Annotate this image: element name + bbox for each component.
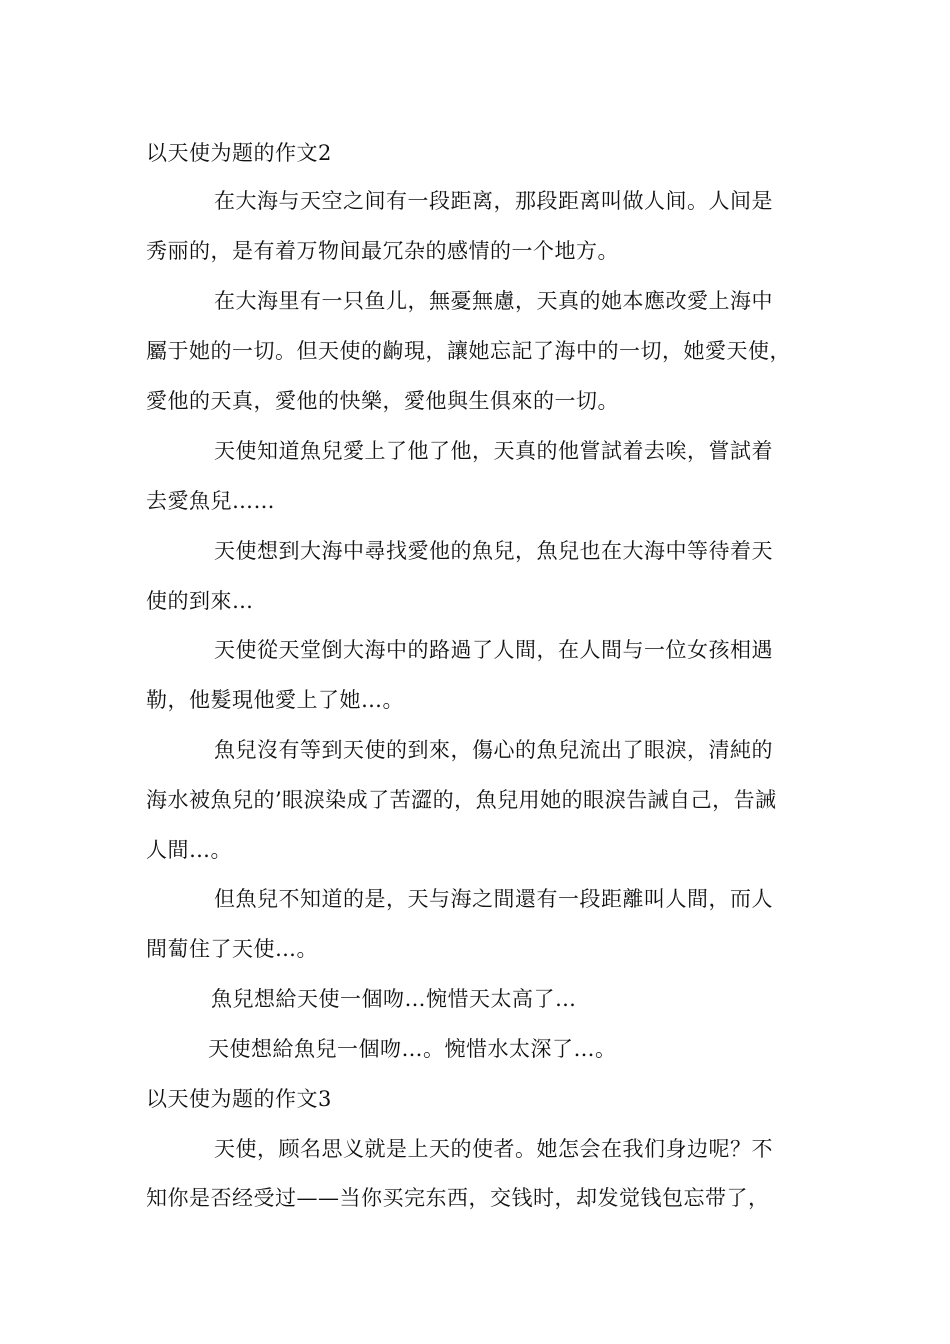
paragraph-line: 天使想給魚兒一個吻…。惋惜水太深了…。 [208, 1037, 617, 1061]
paragraph-line: 在大海与天空之间有一段距离，那段距离叫做人间。人间是 [214, 189, 773, 213]
paragraph-line: 知你是否经受过——当你买完东西，交钱时，却发觉钱包忘带了， [146, 1186, 770, 1210]
paragraph-line: 勒，他髮現他愛上了她…。 [146, 688, 404, 712]
paragraph-line: 天使從天堂倒大海中的路過了人間，在人間与一位女孩相遇 [214, 638, 773, 662]
paragraph-line: 去愛魚兒…… [146, 489, 275, 513]
paragraph-line: 人間…。 [146, 838, 232, 862]
paragraph-line: 天使想到大海中尋找愛他的魚兒，魚兒也在大海中等待着天 [214, 539, 773, 563]
paragraph-line: 屬于她的一切。但天使的齣現，讓她忘記了海中的一切，她愛天使， [146, 339, 791, 363]
paragraph-line: 使的到來… [146, 589, 254, 613]
paragraph-line: 海水被魚兒的’眼淚染成了苦澀的，魚兒用她的眼淚告誡自己，告誡 [146, 788, 777, 812]
paragraph-line: 在大海里有一只鱼儿，無憂無慮，天真的她本應改愛上海中 [214, 289, 773, 313]
paragraph-line: 間蔔住了天使…。 [146, 937, 318, 961]
essay-heading-3: 以天使为题的作文3 [146, 1087, 332, 1111]
paragraph-line: 天使知道魚兒愛上了他了他，天真的他嘗試着去唉，嘗試着 [214, 439, 773, 463]
paragraph-line: 但魚兒不知道的是，天与海之間還有一段距離叫人間，而人 [214, 887, 773, 911]
paragraph-line: 愛他的天真，愛他的快樂，愛他與生俱來的一切。 [146, 389, 619, 413]
essay-heading-2: 以天使为题的作文2 [146, 141, 332, 165]
paragraph-line: 魚兒沒有等到天使的到來，傷心的魚兒流出了眼淚，清純的 [214, 738, 773, 762]
paragraph-line: 秀丽的，是有着万物间最冗杂的感情的一个地方。 [146, 239, 619, 263]
paragraph-line: 天使，顾名思义就是上天的使者。她怎会在我们身边呢？不 [214, 1137, 773, 1161]
paragraph-line: 魚兒想給天使一個吻…惋惜天太高了… [211, 987, 577, 1011]
